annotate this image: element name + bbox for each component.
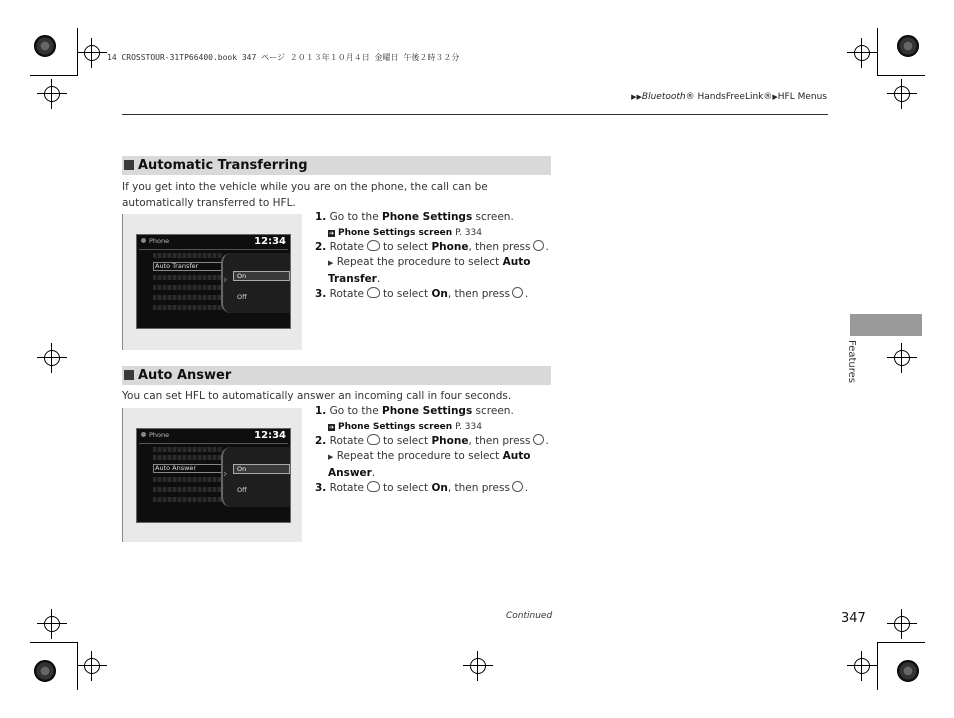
crop-line [30, 642, 78, 643]
menu-item [153, 477, 223, 482]
interface-dial-rotate-icon [367, 481, 380, 492]
registration-mark-icon [894, 350, 910, 366]
chevron-right-icon: › [223, 467, 228, 480]
reference-arrow-icon: ➔ [328, 423, 335, 431]
color-registration-icon [34, 660, 56, 682]
step-1: 1. Go to the Phone Settings screen. [315, 211, 514, 223]
interface-dial-rotate-icon [367, 434, 380, 445]
color-registration-icon [897, 35, 919, 57]
registration-mark-icon [84, 658, 100, 674]
page-reference: ➔ Phone Settings screen P. 334 [328, 421, 482, 432]
registration-mark-icon [854, 658, 870, 674]
header-rule [122, 114, 828, 115]
crop-line [30, 75, 78, 76]
menu-item [153, 295, 223, 300]
interface-dial-press-icon [512, 481, 523, 492]
triangle-right-icon: ▶ [328, 453, 334, 461]
screen-title: Phone [141, 431, 169, 439]
chevron-right-icon: › [223, 273, 228, 286]
menu-item [153, 497, 223, 502]
triangle-right-icon: ▶▶ [631, 93, 642, 101]
registration-mark-icon [44, 86, 60, 102]
step-2-substep: ▶ Repeat the procedure to select Auto Transfer. [328, 256, 531, 285]
crop-line [877, 28, 878, 76]
phone-icon [141, 432, 146, 437]
option-popup [221, 447, 291, 507]
color-registration-icon [897, 660, 919, 682]
chapter-tab [850, 314, 922, 336]
section-intro: You can set HFL to automatically answer an incoming call in four seconds. [122, 390, 512, 402]
breadcrumb-part: HFL Menus [777, 92, 827, 102]
crop-line [77, 642, 78, 690]
section-heading: Auto Answer [122, 366, 551, 385]
screen-clock: 12:34 [254, 236, 286, 247]
crop-line [877, 75, 925, 76]
step-2: 2. Rotate to select Phone, then press . [315, 434, 549, 447]
page-number: 347 [841, 611, 866, 626]
menu-item-selected: Auto Answer [153, 464, 226, 473]
option-on: On [233, 464, 290, 474]
breadcrumb-part: Bluetooth [641, 92, 686, 102]
screen-illustration [122, 408, 302, 542]
section-intro: If you get into the vehicle while you are on the phone, the call can be automatically transferred to HFL. [122, 181, 488, 209]
triangle-right-icon: ▶ [328, 259, 334, 267]
registration-mark-icon [854, 45, 870, 61]
section-heading: Automatic Transferring [122, 156, 551, 175]
screen-clock: 12:34 [254, 430, 286, 441]
registration-mark-icon [84, 45, 100, 61]
menu-item [153, 275, 223, 280]
menu-item [153, 285, 223, 290]
interface-dial-press-icon [533, 240, 544, 251]
steps-list [315, 404, 555, 497]
menu-item [153, 487, 223, 492]
registration-mark-icon [470, 658, 486, 674]
step-1: 1. Go to the Phone Settings screen. [315, 405, 514, 417]
registration-mark-icon [44, 616, 60, 632]
interface-dial-rotate-icon [367, 240, 380, 251]
menu-item [153, 447, 223, 452]
display-screen [136, 234, 291, 329]
registration-mark-icon [894, 86, 910, 102]
printer-slug: 14 CROSSTOUR-31TP66400.book 347 ページ ２０１３年１０月４日 金曜日 午後２時３２分 [107, 53, 460, 62]
screen-illustration [122, 214, 302, 350]
interface-dial-press-icon [512, 287, 523, 298]
option-off: Off [237, 486, 247, 494]
crop-line [877, 642, 878, 690]
color-registration-icon [34, 35, 56, 57]
registration-mark-icon [44, 350, 60, 366]
divider [139, 249, 288, 250]
crop-line [877, 642, 925, 643]
display-screen [136, 428, 291, 523]
breadcrumb-part: ® HandsFreeLink® [685, 92, 773, 102]
option-on: On [233, 271, 290, 281]
menu-item [153, 305, 223, 310]
menu-item-selected: Auto Transfer [153, 262, 226, 271]
square-bullet-icon [124, 160, 134, 170]
step-3: 3. Rotate to select On, then press . [315, 482, 529, 494]
step-2: 2. Rotate to select Phone, then press . [315, 240, 549, 253]
reference-arrow-icon: ➔ [328, 229, 335, 237]
option-popup [221, 253, 291, 313]
chapter-tab-label: Features [846, 340, 857, 383]
menu-item [153, 253, 223, 258]
step-2-substep: ▶ Repeat the procedure to select Auto Answer. [328, 450, 531, 479]
triangle-right-icon: ▶ [772, 93, 778, 101]
registration-mark-icon [894, 616, 910, 632]
continued-note: Continued [506, 611, 553, 621]
menu-item [153, 455, 223, 460]
interface-dial-rotate-icon [367, 287, 380, 298]
screen-title: Phone [141, 237, 169, 245]
step-3: 3. Rotate to select On, then press . [315, 288, 529, 300]
square-bullet-icon [124, 370, 134, 380]
interface-dial-press-icon [533, 434, 544, 445]
divider [139, 443, 288, 444]
breadcrumb [631, 92, 827, 102]
phone-icon [141, 238, 146, 243]
steps-list [315, 210, 555, 303]
page-reference: ➔ Phone Settings screen P. 334 [328, 227, 482, 238]
option-off: Off [237, 293, 247, 301]
